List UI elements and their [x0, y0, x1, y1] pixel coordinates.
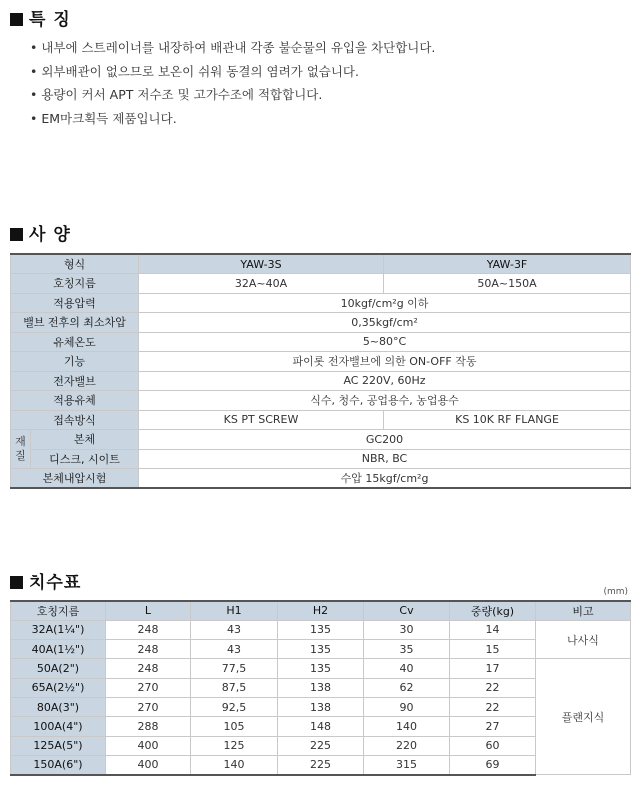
- feature-item: • 내부에 스트레이너를 내장하여 배관내 각종 불순물의 유입을 차단합니다.: [30, 36, 435, 60]
- dims-cell: 225: [278, 755, 364, 774]
- dims-cell: 90: [364, 697, 450, 716]
- spec-cell: 5~80°C: [139, 332, 631, 352]
- dims-header: 호칭지름: [11, 601, 106, 620]
- spec-title-text: 사 양: [29, 225, 71, 245]
- spec-row-label: 본체: [31, 430, 139, 450]
- dims-cell: 220: [364, 736, 450, 755]
- spec-cell: NBR, BC: [139, 449, 631, 469]
- dims-cell: 30: [364, 620, 450, 639]
- spec-row-label: 밸브 전후의 최소차압: [11, 313, 139, 333]
- dims-cell: 135: [278, 620, 364, 639]
- dims-cell: 40: [364, 659, 450, 678]
- spec-cell: 0,35kgf/cm²: [139, 313, 631, 333]
- dims-size-cell: 80A(3"): [11, 697, 106, 716]
- feature-item: • 외부배관이 없으므로 보온이 쉬워 동결의 염려가 없습니다.: [30, 60, 435, 84]
- dims-size-cell: 65A(2½"): [11, 678, 106, 697]
- dims-cell: 125: [191, 736, 278, 755]
- spec-row: [11, 469, 631, 489]
- dims-cell: 270: [106, 697, 191, 716]
- dims-cell: 140: [364, 717, 450, 736]
- dims-cell: 400: [106, 736, 191, 755]
- dims-cell: 27: [450, 717, 536, 736]
- dims-cell: 140: [191, 755, 278, 774]
- dims-cell: 17: [450, 659, 536, 678]
- spec-row: [11, 274, 631, 294]
- spec-row: [11, 313, 631, 333]
- dims-cell: 288: [106, 717, 191, 736]
- spec-row-label: 디스크, 시이트: [31, 449, 139, 469]
- spec-cell: 32A~40A: [139, 274, 384, 294]
- dims-header: Cv: [364, 601, 450, 620]
- spec-cell: GC200: [139, 430, 631, 450]
- dims-note-cell: 플랜지식: [536, 659, 631, 775]
- material-group-label: [11, 430, 31, 469]
- dims-cell: 248: [106, 640, 191, 659]
- spec-row: [11, 391, 631, 411]
- spec-cell: 10kgf/cm²g 이하: [139, 293, 631, 313]
- spec-row-label: 호칭지름: [11, 274, 139, 294]
- feature-item: • 용량이 커서 APT 저수조 및 고가수조에 적합합니다.: [30, 83, 435, 107]
- dims-cell: 77,5: [191, 659, 278, 678]
- spec-row: [11, 430, 631, 450]
- spec-row-label: 유체온도: [11, 332, 139, 352]
- dims-cell: 138: [278, 697, 364, 716]
- spec-cell: 수압 15kgf/cm²g: [139, 469, 631, 489]
- unit-label: (mm): [603, 587, 628, 597]
- dims-cell: 400: [106, 755, 191, 774]
- features-list: [30, 36, 435, 130]
- dims-cell: 92,5: [191, 697, 278, 716]
- dims-row: [11, 620, 631, 639]
- dims-cell: 135: [278, 659, 364, 678]
- spec-row-label: 접속방식: [11, 410, 139, 430]
- dims-size-cell: 40A(1½"): [11, 640, 106, 659]
- spec-row-label: 기능: [11, 352, 139, 372]
- material-group-text: 재 질: [15, 435, 26, 462]
- spec-cell: AC 220V, 60Hz: [139, 371, 631, 391]
- dims-cell: 248: [106, 659, 191, 678]
- spec-row-label: 적용압력: [11, 293, 139, 313]
- dims-body: [11, 620, 631, 774]
- features-title-text: 특 징: [29, 10, 71, 30]
- spec-row-label: 적용유체: [11, 391, 139, 411]
- spec-row: [11, 332, 631, 352]
- dims-cell: 22: [450, 678, 536, 697]
- dims-size-cell: 125A(5"): [11, 736, 106, 755]
- spec-cell: 50A~150A: [384, 274, 631, 294]
- dims-header: H2: [278, 601, 364, 620]
- spec-cell: 식수, 청수, 공업용수, 농업용수: [139, 391, 631, 411]
- square-bullet-icon: [10, 576, 23, 589]
- dims-cell: 148: [278, 717, 364, 736]
- dims-cell: 43: [191, 620, 278, 639]
- spec-row: [11, 371, 631, 391]
- square-bullet-icon: [10, 13, 23, 26]
- dims-cell: 14: [450, 620, 536, 639]
- spec-row-label: 본체내압시험: [11, 469, 139, 489]
- square-bullet-icon: [10, 228, 23, 241]
- spec-row: [11, 410, 631, 430]
- dims-cell: 248: [106, 620, 191, 639]
- dims-cell: 105: [191, 717, 278, 736]
- dims-header-row: [11, 601, 631, 620]
- dims-row: [11, 659, 631, 678]
- dims-cell: 35: [364, 640, 450, 659]
- spec-table: [10, 253, 631, 489]
- dims-title: [10, 568, 81, 593]
- dims-cell: 43: [191, 640, 278, 659]
- dims-cell: 135: [278, 640, 364, 659]
- dims-title-text: 치수표: [29, 573, 82, 593]
- dims-cell: 138: [278, 678, 364, 697]
- dims-header: 중량(kg): [450, 601, 536, 620]
- dims-table: [10, 600, 631, 776]
- features-title: [10, 5, 71, 30]
- spec-row: [11, 449, 631, 469]
- dims-cell: 270: [106, 678, 191, 697]
- spec-row-label: 전자밸브: [11, 371, 139, 391]
- dims-size-cell: 32A(1¼"): [11, 620, 106, 639]
- spec-cell: 파이롯 전자밸브에 의한 ON-OFF 작동: [139, 352, 631, 372]
- dims-header: 비고: [536, 601, 631, 620]
- dims-cell: 315: [364, 755, 450, 774]
- dims-cell: 87,5: [191, 678, 278, 697]
- spec-header-label: 형식: [11, 254, 139, 274]
- dims-cell: 22: [450, 697, 536, 716]
- dims-size-cell: 50A(2"): [11, 659, 106, 678]
- dims-size-cell: 150A(6"): [11, 755, 106, 774]
- dims-size-cell: 100A(4"): [11, 717, 106, 736]
- spec-row: [11, 352, 631, 372]
- spec-header-row: [11, 254, 631, 274]
- dims-cell: 69: [450, 755, 536, 774]
- dims-cell: 225: [278, 736, 364, 755]
- dims-header: L: [106, 601, 191, 620]
- spec-header-col2: YAW-3F: [384, 254, 631, 274]
- dims-cell: 62: [364, 678, 450, 697]
- dims-cell: 60: [450, 736, 536, 755]
- dims-header: H1: [191, 601, 278, 620]
- dims-note-cell: 나사식: [536, 620, 631, 659]
- feature-item: • EM마크획득 제품입니다.: [30, 107, 435, 131]
- dims-cell: 15: [450, 640, 536, 659]
- spec-row: [11, 293, 631, 313]
- spec-cell: KS 10K RF FLANGE: [384, 410, 631, 430]
- spec-header-col1: YAW-3S: [139, 254, 384, 274]
- spec-title: [10, 220, 71, 245]
- spec-cell: KS PT SCREW: [139, 410, 384, 430]
